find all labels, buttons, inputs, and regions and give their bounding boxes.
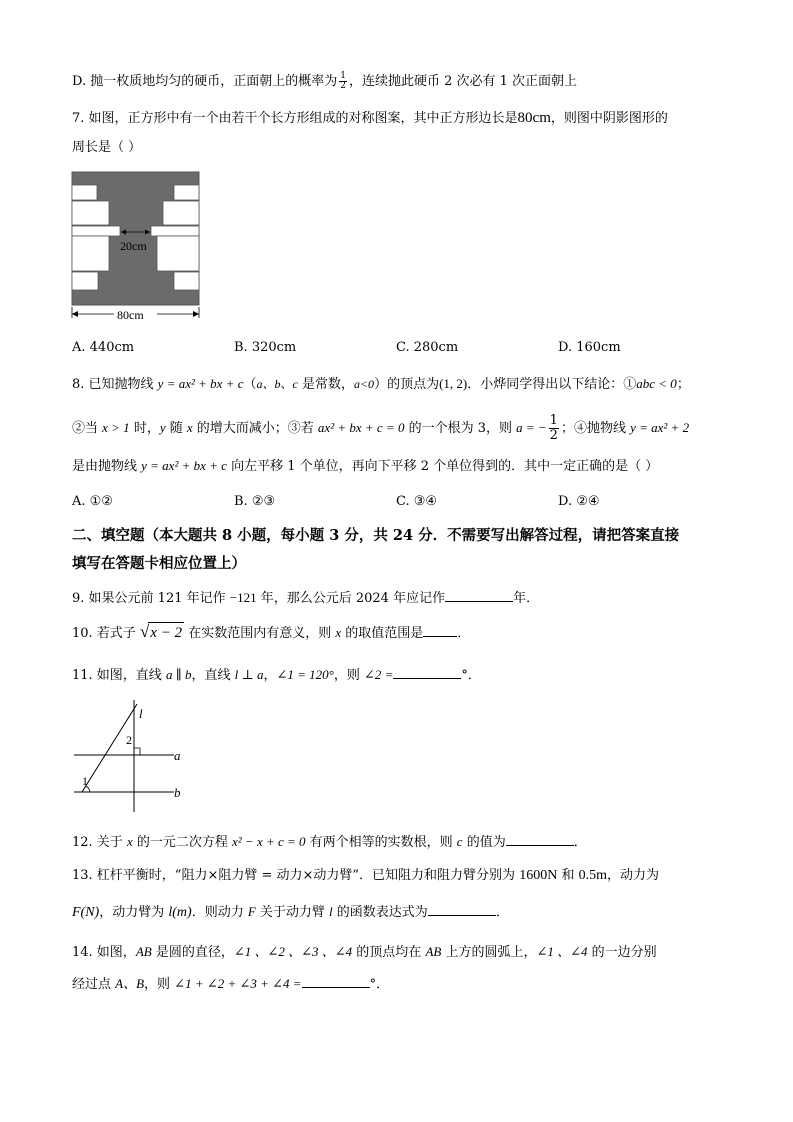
q9: 9. 如果公元前 121 年记作 −121 年，那么公元后 2024 年应记作 年． [72,590,540,606]
fraction: $\frac{1}{2}$ [340,71,346,91]
q12: 12. 关于 x 的一元二次方程 x² − x + c = 0 有两个相等的实数根，则 c 的值为 ． [72,834,587,850]
line-b-label: b [174,785,181,800]
answer-blank[interactable] [302,974,370,988]
answer-blank[interactable] [423,623,457,637]
answer-blank[interactable] [506,832,574,846]
angle-2-label: 2 [126,733,132,747]
q7-stem-line1: 7. 如图，正方形中有一个由若干个长方形组成的对称图案，其中正方形边长是80cm，则图中阴影图形的 [72,110,668,126]
q14-line2: 经过点 A、B，则 ∠1 + ∠2 + ∠3 + ∠4 = °． [72,976,390,992]
q8-stem-line2: ②当 x > 1 时，y 随 x 的增大而减小；③若 ax² + bx + c = 0 的一个根为 3，则 a = − $\frac{1}{2}$ ；④抛物线 y = ax² + 2 [72,413,690,443]
q14-line1: 14. 如图，AB 是圆的直径，∠1 、∠2 、∠3 、∠4 的顶点均在 AB 上方的圆弧上，∠1 、∠4 的一边分别 [72,944,657,960]
q13-line1: 13. 杠杆平衡时，“阻力×阻力臂 = 动力×动力臂”．已知阻力和阻力臂分别为 1600N 和 0.5m，动力为 [72,868,659,883]
q11: 11. 如图，直线 a ∥ b，直线 l ⊥ a，∠1 = 120°，则 ∠2 = °． [72,667,481,683]
q6-option-d: D. 抛一枚质地均匀的硬币，正面朝上的概率为 $\frac{1}{2}$ ，连续抛此硬币 2 次必有 1 次正面朝上 [72,71,578,91]
q7-option-d: D. 160cm [558,340,621,355]
line-l-label: l [139,706,143,721]
section-heading-line2: 填写在答题卡相应位置上） [72,555,246,572]
inner-width-label: 20cm [120,239,147,253]
q8-option-c: C. ③④ [396,494,438,509]
answer-blank[interactable] [428,902,496,916]
q8-stem-line1: 8. 已知抛物线 y = ax² + bx + c（a、b、c 是常数，a<0）的顶点为(1, 2)．小烨同学得出以下结论：①abc < 0； [72,376,690,392]
q7-figure [66,168,208,326]
q11-figure [70,700,190,815]
outer-width-label: 80cm [117,308,144,322]
section-heading-line1: 二、填空题（本大题共 8 小题，每小题 3 分，共 24 分．不需要写出解答过程，请把答案直接 [72,527,680,544]
fraction: $\frac{1}{2}$ [549,413,558,443]
line-a-label: a [174,748,181,763]
q8-stem-line3: 是由抛物线 y = ax² + bx + c 向左平移 1 个单位，再向下平移 2 个单位得到的．其中一定正确的是（ ） [72,458,659,474]
q7-option-b: B. 320cm [234,340,297,355]
q13-line2: F(N)，动力臂为 l(m)．则动力 F 关于动力臂 l 的函数表达式为 ． [72,904,509,920]
answer-blank[interactable] [393,665,461,679]
q7-option-c: C. 280cm [396,340,459,355]
q10: 10. 若式子 √x − 2 在实数范围内有意义，则 x 的取值范围是 ． [72,622,471,641]
q8-option-a: A. ①② [72,494,113,509]
q8-option-b: B. ②③ [234,494,276,509]
q7-option-a: A. 440cm [72,340,135,355]
q8-option-d: D. ②④ [558,494,600,509]
q7-stem-line2: 周长是（ ） [72,140,142,155]
angle-1-label: 1 [82,774,88,788]
answer-blank[interactable] [445,588,513,602]
